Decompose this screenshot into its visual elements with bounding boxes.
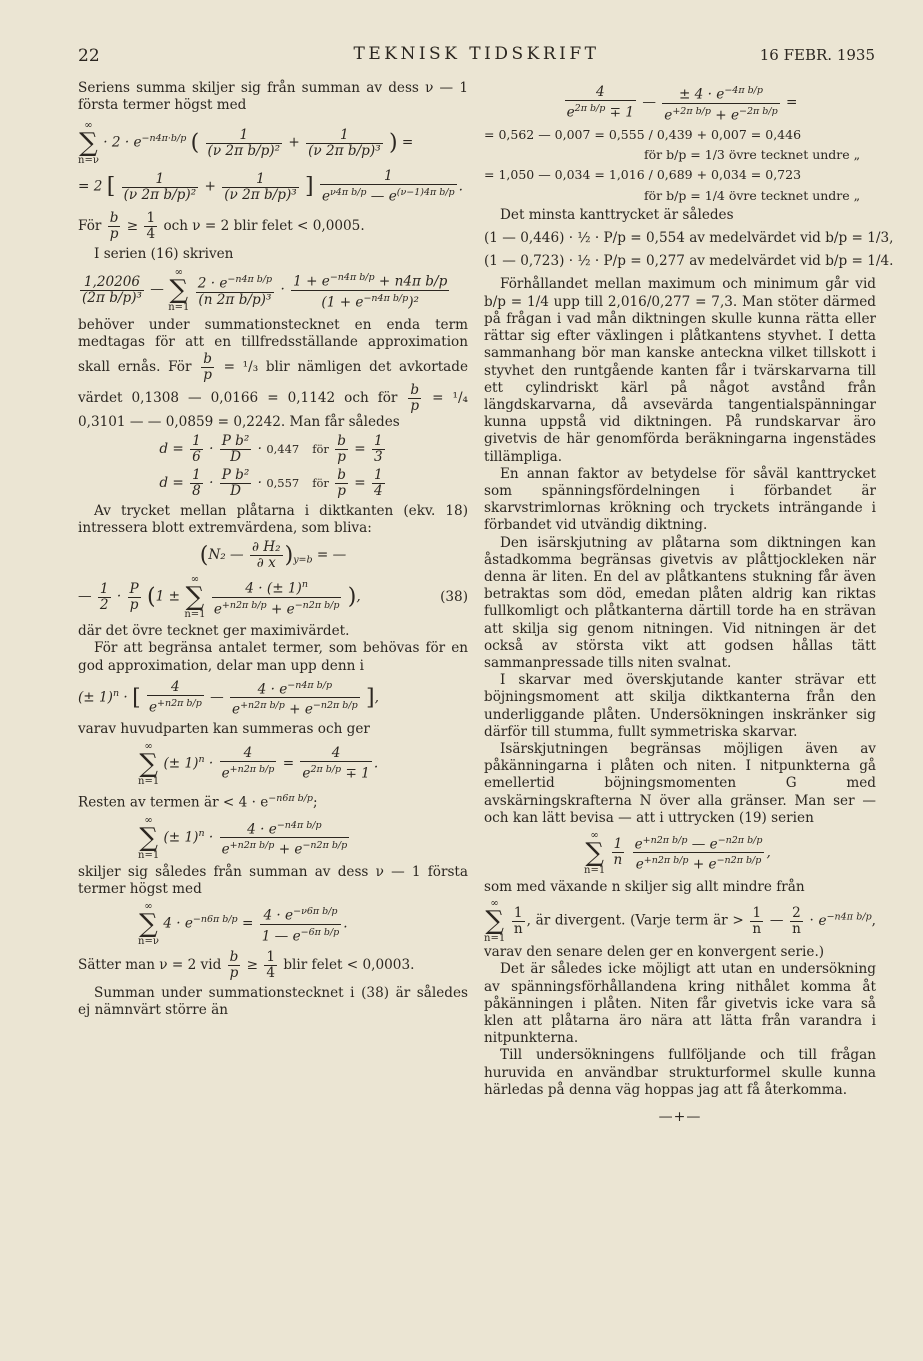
paragraph: varav huvudparten kan summeras och ger	[78, 720, 370, 737]
right-column	[484, 80, 894, 1126]
paragraph: Seriens summa skiljer sig från summan av dess ν — 1 första termer högst med	[78, 80, 468, 114]
paragraph: För $\frac{b}{p}$ ≥ $\frac{1}{4}$ och ν = 2 blir felet < 0,0005.	[78, 209, 365, 242]
paragraph: I serien (16) skriven	[94, 245, 234, 262]
paragraph: Till undersökningens fullföljande och till frågan huruvida en användbar strukturformel skulle kunna härledas på denna väg hoppas jag att få återkomma.	[484, 1047, 876, 1098]
equation-condition: för b/p = 1/4 övre tecknet undre „	[644, 187, 861, 203]
paragraph: Resten av termen är < $4 \cdot e^{-n6\pi b/p}$;	[78, 793, 318, 811]
paragraph: Sätter man ν = 2 vid $\frac{b}{p}$ ≥ $\frac{1}{4}$ blir felet < 0,0003.	[78, 949, 415, 982]
equation: ∞ ∑ n=1 (± 1)$^n$ · $\frac{4 \cdot e^{-n4\pi b/p}}{e^{+n2\pi b/p} + e^{-n2\pi b/p}}$	[138, 814, 348, 861]
equation: $\frac{1,20206}{\text{(2π b/p)³}}$ — ∞ ∑ n=1 $\frac{2 \cdot e^{-n4\pi b/p}}{\text{(n 2π b/p)³}}$ · $\frac{1 + e^{-n4\pi b/p} + n4\pi b/p}{(1 + e^{-n4\pi b/p})^2}$	[82, 267, 448, 314]
paragraph: som med växande n skiljer sig allt mindre från	[484, 878, 805, 895]
paragraph: Av trycket mellan plåtarna i diktkanten (ekv. 18) intressera blott extremvärdena, som bliva:	[78, 502, 468, 536]
journal-title: TEKNISK TIDSKRIFT	[353, 44, 600, 64]
paragraph: skiljer sig således från summan av dess ν — 1 första termer högst med	[78, 863, 468, 897]
equation: ∞ ∑ n=1 $\frac{1}{n}$ $\frac{e^{+n2\pi b/p} — e^{-n2\pi b/p}}{e^{+n2\pi b/p} + e^{-n2\pi b/p}}$ ,	[584, 829, 771, 876]
paragraph: För att begränsa antalet termer, som behövas för en god approximation, delar man upp denn i	[78, 640, 468, 674]
issue-date: 16 FEBR. 1935	[759, 46, 875, 64]
equation-number: (38)	[440, 588, 468, 605]
equation-38: — $\frac{1}{2}$ · $\frac{P}{p}$ (1 ± ∞ ∑ n=1 $\frac{4 \cdot (\pm 1)^n}{e^{+n2\pi b/p} + e^{-n2\pi b/p}}$ ), (38)	[78, 574, 468, 621]
equation: = 2 [ $\frac{1}{\text{(ν 2π b/p)²}}$ + $\frac{1}{\text{(ν 2π b/p)³}}$ ] $\frac{1}{e^{\nu 4\pi b/p} — e^{(\nu-1)4\pi b/p}}$ .	[78, 168, 463, 205]
end-mark: —+—	[658, 1109, 702, 1126]
paragraph: I skarvar med överskjutande kanter strävar ett böjningsmoment att skilja diktkanterna från den underliggande plåten. Undersökningen inskränker sig därför till stumma, fullt symmetriska skarvar.	[484, 672, 876, 740]
paragraph: där det övre tecknet ger maximivärdet.	[78, 623, 350, 640]
paragraph: behöver under summationstecknet en enda term medtagas för att en tillfredsställande approximation skall ernås. För $\frac{b}{p}$ = ¹/₃ blir nämligen det avkortade värdet 0,1308 — 0,0166 = 0,1142 och för $\frac{b}{p}$ = ¹/₄ 0,3101 — — 0,0859 = 0,2242. Man får således	[78, 317, 469, 430]
paragraph: ∞ ∑ n=1 $\frac{1}{n}$ , är divergent. (Varje term är > $\frac{1}{n}$ — $\frac{2}{n}$ · $e^{-n4\pi b/p}$, varav den senare delen ger en konvergent serie.)	[484, 898, 876, 961]
equation: (1 — 0,446) · ½ · P/p = 0,554 av medelvärdet vid b/p = 1/3,	[484, 230, 894, 247]
left-column	[78, 80, 468, 1020]
paragraph: En annan faktor av betydelse för såväl kanttrycket som spänningsfördelningen i förbandet är skarvstrimlornas krökning och tryckets inträngande i förbandet vid utvändig diktning.	[484, 465, 876, 534]
equation: d = $\frac{1}{8}$ · $\frac{\text{P b²}}{D}$ · 0,557 för $\frac{b}{p}$ = $\frac{1}{4}$	[159, 466, 383, 499]
equation: (1 — 0,723) · ½ · P/p = 0,277 av medelvärdet vid b/p = 1/4.	[484, 253, 894, 270]
paragraph: Den isärskjutning av plåtarna som diktningen kan åstadkomma begränsas givetvis av plåttjockleken när denna är liten. En del av plåtkantens stukning får även betraktas som död, emedan plåten aldrig kan riktas fullkomligt och plåtkanterna därtill torde ha en strävan att skilja sig genom nitningen. Vid nitningen är det också av största vikt att godsen hållas tätt sammanpressade tills niten svalnat.	[484, 534, 876, 671]
equation: (± 1)$^n$ · [ $\frac{4}{e^{+n2\pi b/p}}$ — $\frac{4 \cdot e^{-n4\pi b/p}}{e^{+n2\pi b/p} + e^{-n2\pi b/p}}$ ],	[78, 679, 379, 718]
equation: = 1,050 — 0,034 = 1,016 / 0,689 + 0,034 = 0,723	[484, 167, 802, 183]
equation: d = $\frac{1}{6}$ · $\frac{\text{P b²}}{D}$ · 0,447 för $\frac{b}{p}$ = $\frac{1}{3}$	[159, 432, 383, 465]
page-header	[78, 44, 875, 70]
paragraph: Förhållandet mellan maximum och minimum går vid b/p = 1/4 upp till 2,016/0,277 = 7,3. Man stöter därmed på frågan i vad mån diktningen skulle kunna rätta eller rättar sig efter växlingen i plåtkantens styvhet. I detta sammanhang bör man kanske anteckna vilket tillskott i styvhet den runtgående kanten får i tvärskarvarna till ett cylindriskt kärl på något avstånd från längdskarvarna, då avsevärda tangentialspänningar kunna uppstå vid diktningen. På rundskarvar äro givetvis de här genomförda beräkningarna ingenstädes tillämpliga.	[484, 276, 876, 465]
paragraph: Summan under summationstecknet i (38) är således ej nämnvärt större än	[78, 985, 468, 1019]
equation: ∞ ∑ n=1 (± 1)$^n$ · $\frac{4}{e^{+n2\pi b/p}}$ = $\frac{4}{e^{2\pi b/p} \mp 1}$ .	[138, 741, 379, 788]
equation: (N₂ — $\frac{\text{∂ H₂}}{\partial x}$ )$_{y=b}$ = —	[199, 539, 347, 572]
equation: ∞ ∑ n=ν $4 \cdot e^{-n6\pi b/p}$ = $\frac{4 \cdot e^{-\nu 6\pi b/p}}{1 — e^{-6\pi b/p}}$ .	[138, 901, 348, 948]
paragraph: Det minsta kanttrycket är således	[500, 206, 734, 223]
equation: ∞ ∑ n=ν · $2 \cdot e^{-n4\pi\cdot b/p}$ ( $\frac{1}{\text{(ν 2π b/p)²}}$ + $\frac{1}{\text{(ν 2π b/p)³}}$ ) =	[78, 120, 414, 167]
equation-condition: för b/p = 1/3 övre tecknet undre „	[644, 147, 861, 163]
page-number: 22	[78, 46, 100, 66]
paragraph: Det är således icke möjligt att utan en undersökning av spänningsförhållandena kring nithålet komma åt påkänningen i plåten. Niten får givetvis icke vara så klen att plåtarna äro nära att lätta från varandra i nitpunkterna.	[484, 961, 876, 1047]
paragraph: Isärskjutningen begränsas möjligen även av påkänningarna i plåten och niten. I nitpunkterna gå emellertid böjningsmomenten G med avskärningskrafterna N över alla gränser. Man ser — och kan lätt bevisa — att i uttrycken (19) serien	[484, 740, 876, 826]
equation: = 0,562 — 0,007 = 0,555 / 0,439 + 0,007 = 0,446	[484, 127, 802, 143]
equation: $\frac{4}{e^{2\pi b/p} \mp 1}$ — $\frac{\pm 4 \cdot e^{-4\pi b/p}}{e^{+2\pi b/p} + e^{-2\pi b/p}}$ =	[566, 84, 798, 124]
